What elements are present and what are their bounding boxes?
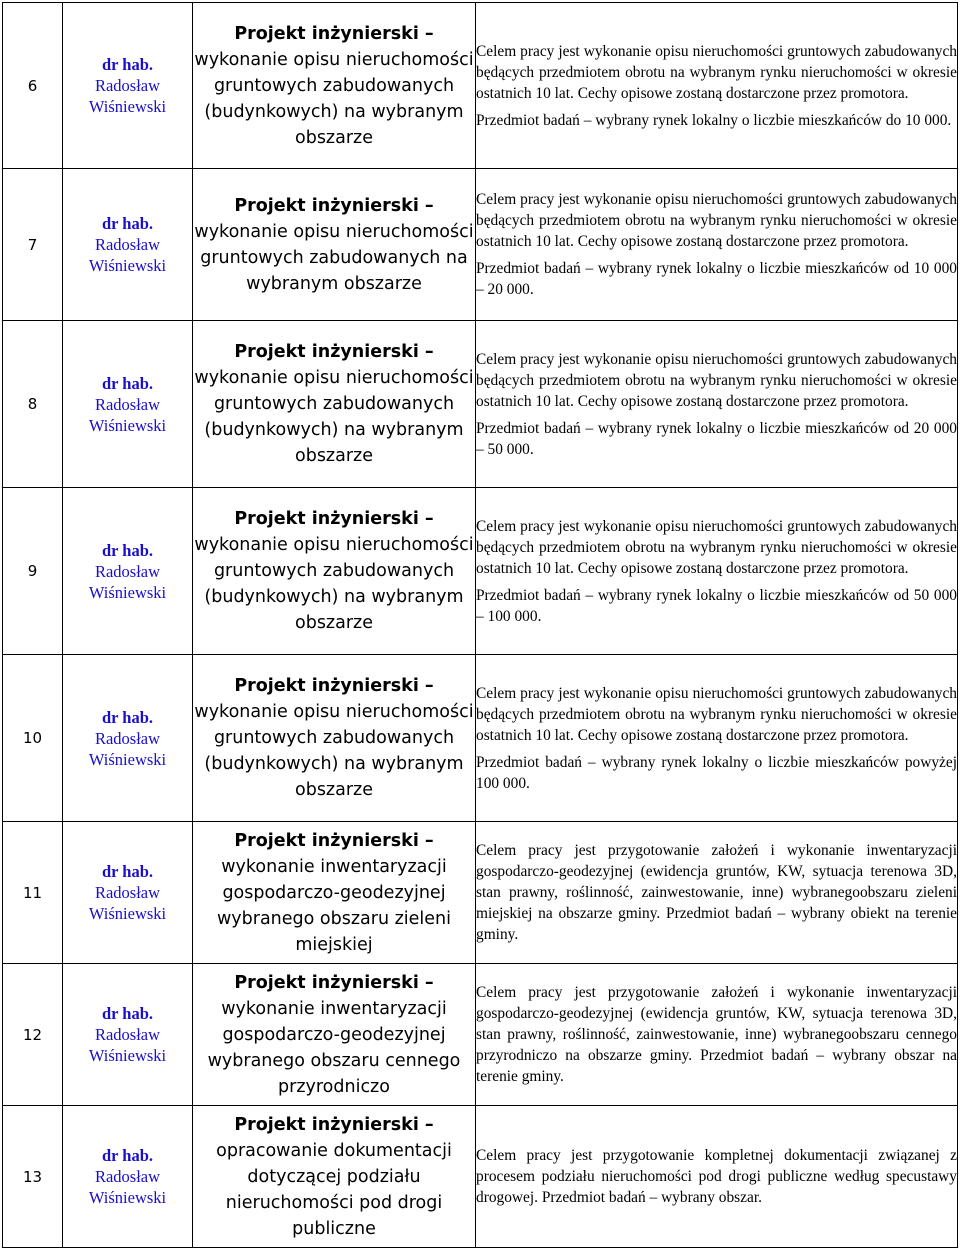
topic-description: Celem pracy jest przygotowanie założeń i wykonanie inwentaryzacji gospodarczo-geodezyjnej (ewidencja gruntów, KW, sytuacja terenowa 3D, stan prawny, roślinność, zainwestowanie, inne) wybranegoobszaru cennego przyrodniczo na obszarze gminy. Przedmiot badań – wybrany obszar na terenie gminy. <box>476 984 957 1085</box>
supervisor-first-name: Radosław <box>94 235 161 254</box>
row-number <box>3 3 63 169</box>
supervisor-first-name: Radosław <box>94 76 161 95</box>
topic-description: Celem pracy jest wykonanie opisu nieruchomości gruntowych zabudowanych będących przedmiotem obrotu na wybranym rynku nieruchomości w okresie ostatnich 10 lat. Cechy opisowe zostaną dostarczone przez promotora. <box>476 42 957 102</box>
row-number-text: 11 <box>22 883 43 902</box>
topic-title-cell <box>193 1106 476 1248</box>
row-number <box>3 321 63 488</box>
supervisor-degree: dr hab. <box>101 707 154 727</box>
supervisor-cell <box>63 1106 193 1248</box>
topic-title-text: wykonanie inwentaryzacji gospodarczo-geodezyjnej wybranego obszaru cennego przyrodniczo <box>207 998 461 1097</box>
topic-title-cell <box>193 488 476 655</box>
topic-description: Celem pracy jest wykonanie opisu nieruchomości gruntowych zabudowanych będących przedmiotem obrotu na wybranym rynku nieruchomości w okresie ostatnich 10 lat. Cechy opisowe zostaną dostarczone przez promotora. <box>476 191 957 250</box>
row-number <box>3 822 63 964</box>
topic-description-cell <box>476 964 958 1106</box>
topic-title-type: Projekt inżynierski – <box>234 342 434 362</box>
supervisor-first-name: Radosław <box>94 1167 161 1186</box>
supervisor-last-name: Wiśniewski <box>88 256 167 275</box>
supervisor-cell <box>63 964 193 1106</box>
topic-title-cell <box>193 655 476 822</box>
topic-row <box>3 169 958 321</box>
topic-row <box>3 3 958 169</box>
topic-row <box>3 655 958 822</box>
topic-title-text: wykonanie opisu nieruchomości gruntowych zabudowanych (budynkowych) na wybranym obszarze <box>194 49 474 148</box>
supervisor-last-name: Wiśniewski <box>88 904 167 923</box>
topic-title-type: Projekt inżynierski – <box>234 972 434 993</box>
supervisor-degree: dr hab. <box>101 862 154 881</box>
supervisor-first-name: Radosław <box>94 883 161 902</box>
thesis-topics-body <box>3 3 958 1248</box>
supervisor-cell <box>63 169 193 321</box>
supervisor-degree: dr hab. <box>101 214 154 233</box>
row-number <box>3 488 63 655</box>
topic-title-text: wykonanie opisu nieruchomości gruntowych zabudowanych na wybranym obszarze <box>194 221 474 294</box>
topic-research-subject: Przedmiot badań – wybrany rynek lokalny o liczbie mieszkańców do 10 000. <box>476 111 952 129</box>
supervisor-last-name: Wiśniewski <box>88 97 167 116</box>
topic-description-cell <box>476 1106 958 1248</box>
topic-title-type: Projekt inżynierski – <box>234 23 434 44</box>
supervisor-first-name: Radosław <box>94 394 161 414</box>
topic-title-type: Projekt inżynierski – <box>234 195 434 216</box>
row-number-text: 6 <box>27 76 38 95</box>
topic-title-text: wykonanie inwentaryzacji gospodarczo-geodezyjnej wybranego obszaru zieleni miejskiej <box>216 856 452 955</box>
supervisor-degree: dr hab. <box>101 55 154 74</box>
topic-description: Celem pracy jest wykonanie opisu nieruchomości gruntowych zabudowanych będących przedmiotem obrotu na wybranym rynku nieruchomości w okresie ostatnich 10 lat. Cechy opisowe zostaną dostarczone przez promotora. <box>476 684 957 744</box>
row-number-text: 13 <box>22 1167 43 1186</box>
supervisor-degree: dr hab. <box>101 373 154 393</box>
topic-description-cell <box>476 822 958 964</box>
supervisor-cell <box>63 3 193 169</box>
topic-row <box>3 488 958 655</box>
topic-research-subject: Przedmiot badań – wybrany rynek lokalny o liczbie mieszkańców od 50 000 – 100 000. <box>476 586 957 625</box>
row-number-text: 10 <box>22 729 43 747</box>
topic-research-subject: Przedmiot badań – wybrany rynek lokalny o liczbie mieszkańców powyżej 100 000. <box>476 753 957 792</box>
thesis-topics-table <box>2 2 958 1248</box>
row-number-text: 7 <box>27 235 38 254</box>
topic-title-cell <box>193 822 476 964</box>
supervisor-last-name: Wiśniewski <box>88 415 167 435</box>
row-number-text: 12 <box>22 1025 43 1044</box>
topic-research-subject: Przedmiot badań – wybrany rynek lokalny o liczbie mieszkańców od 10 000 – 20 000. <box>476 260 957 298</box>
supervisor-last-name: Wiśniewski <box>88 582 167 602</box>
supervisor-cell <box>63 655 193 822</box>
topic-title-text: wykonanie opisu nieruchomości gruntowych zabudowanych (budynkowych) na wybranym obszarze <box>194 702 474 800</box>
topic-title-text: opracowanie dokumentacji dotyczącej podziału nieruchomości pod drogi publiczne <box>216 1140 452 1239</box>
topic-description-cell <box>476 321 958 488</box>
row-number <box>3 964 63 1106</box>
topic-row <box>3 964 958 1106</box>
supervisor-degree: dr hab. <box>101 1004 154 1023</box>
supervisor-cell <box>63 321 193 488</box>
row-number <box>3 655 63 822</box>
topic-description-cell <box>476 655 958 822</box>
topic-description: Celem pracy jest wykonanie opisu nieruchomości gruntowych zabudowanych będących przedmiotem obrotu na wybranym rynku nieruchomości w okresie ostatnich 10 lat. Cechy opisowe zostaną dostarczone przez promotora. <box>476 517 957 577</box>
topic-title-type: Projekt inżynierski – <box>234 830 434 851</box>
supervisor-cell <box>63 488 193 655</box>
supervisor-degree: dr hab. <box>101 1146 154 1165</box>
topic-description: Celem pracy jest wykonanie opisu nieruchomości gruntowych zabudowanych będących przedmiotem obrotu na wybranym rynku nieruchomości w okresie ostatnich 10 lat. Cechy opisowe zostaną dostarczone przez promotora. <box>476 350 957 410</box>
topic-description: Celem pracy jest przygotowanie założeń i wykonanie inwentaryzacji gospodarczo-geodezyjnej (ewidencja gruntów, KW, sytuacja terenowa 3D, stan prawny, roślinność, zainwestowanie, inne) wybranegoobszaru zieleni miejskiej na obszarze gminy. Przedmiot badań – wybrany obiekt na terenie gminy. <box>476 842 957 943</box>
topic-research-subject: Przedmiot badań – wybrany rynek lokalny o liczbie mieszkańców od 20 000 – 50 000. <box>476 419 957 458</box>
topic-title-text: wykonanie opisu nieruchomości gruntowych zabudowanych (budynkowych) na wybranym obszarze <box>194 535 474 633</box>
supervisor-last-name: Wiśniewski <box>88 749 167 769</box>
topic-title-cell <box>193 964 476 1106</box>
row-number <box>3 1106 63 1248</box>
topic-row <box>3 1106 958 1248</box>
topic-row <box>3 822 958 964</box>
supervisor-cell <box>63 822 193 964</box>
topic-title-type: Projekt inżynierski – <box>234 676 434 696</box>
topic-title-cell <box>193 321 476 488</box>
row-number <box>3 169 63 321</box>
supervisor-last-name: Wiśniewski <box>88 1188 167 1207</box>
supervisor-first-name: Radosław <box>94 561 161 581</box>
row-number-text: 9 <box>27 562 38 580</box>
topic-description: Celem pracy jest przygotowanie kompletnej dokumentacji związanej z procesem podziału nieruchomości pod drogi publiczne według specustawy drogowej. Przedmiot badań – wybrany obszar. <box>476 1147 957 1206</box>
topic-title-cell <box>193 169 476 321</box>
topic-description-cell <box>476 488 958 655</box>
supervisor-degree: dr hab. <box>101 540 154 560</box>
supervisor-first-name: Radosław <box>94 728 161 748</box>
row-number-text: 8 <box>27 395 38 413</box>
topic-title-type: Projekt inżynierski – <box>234 1114 434 1135</box>
topic-title-type: Projekt inżynierski – <box>234 509 434 529</box>
topic-description-cell <box>476 169 958 321</box>
topic-title-cell <box>193 3 476 169</box>
topic-row <box>3 321 958 488</box>
supervisor-first-name: Radosław <box>94 1025 161 1044</box>
topic-description-cell <box>476 3 958 169</box>
topic-title-text: wykonanie opisu nieruchomości gruntowych zabudowanych (budynkowych) na wybranym obszarze <box>194 368 474 466</box>
supervisor-last-name: Wiśniewski <box>88 1046 167 1065</box>
